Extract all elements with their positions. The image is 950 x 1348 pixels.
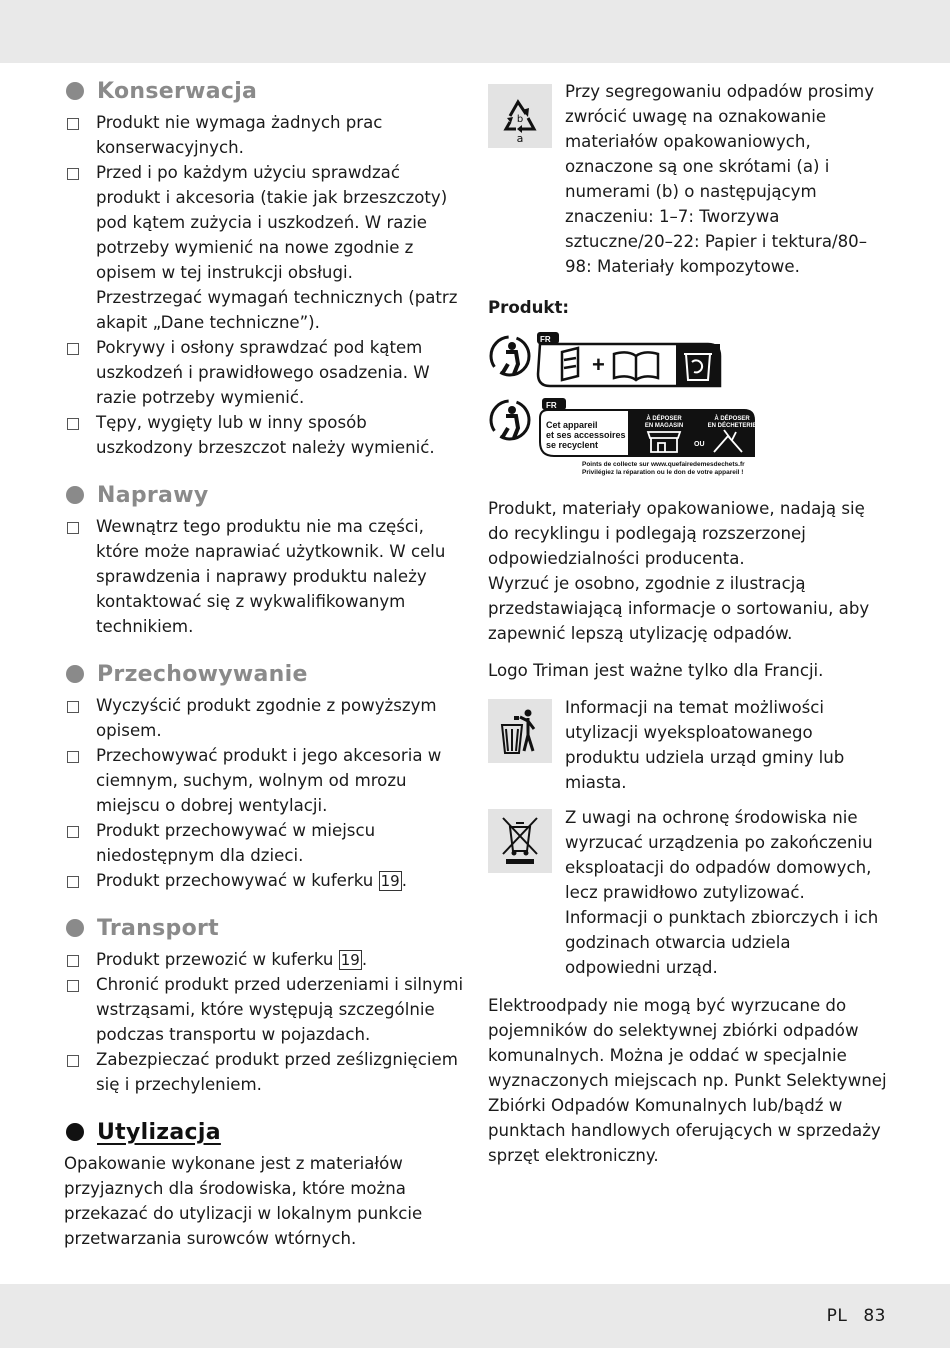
deposit-label: EN DÉCHETERIE	[707, 423, 757, 429]
list-item: Tępy, wygięty lub w inny sposób uszkodzony brzeszczot należy wymienić.	[64, 410, 464, 460]
list-item: Zabezpieczać produkt przed ześlizgnięciem się i przechyleniem.	[64, 1047, 464, 1097]
right-column	[488, 79, 888, 1168]
bin-text: Informacji na temat możliwości utylizacji wyeksploatowanego produktu udziela urząd gminy lub miasta.	[565, 698, 845, 792]
page-footer	[827, 1306, 886, 1326]
part-reference: 19	[340, 951, 360, 969]
section-transport	[64, 913, 464, 1097]
list-item: Pokrywy i osłony sprawdzać pod kątem uszkodzeń i prawidłowego osadzenia. W razie potrzeby wymienić.	[64, 335, 464, 410]
checkbox-square-icon	[67, 876, 79, 888]
page-number: 83	[863, 1306, 886, 1326]
paragraph: Wyrzuć je osobno, zgodnie z ilustracją przedstawiającą informacje o sortowaniu, aby zapewnić lepszą utylizację odpadów.	[488, 574, 870, 643]
header-bar	[0, 0, 950, 63]
paragraph: Logo Triman jest ważne tylko dla Francji.	[488, 661, 824, 680]
paragraph: Produkt, materiały opakowaniowe, nadają się do recyklingu i podlegają rozszerzonej odpowiedzialności producenta.	[488, 499, 865, 568]
deposit-label: À DÉPOSER	[714, 416, 750, 422]
checkbox-square-icon	[67, 1055, 79, 1067]
language-code: PL	[826, 1306, 848, 1326]
footer-bar	[0, 1284, 950, 1348]
paragraph: Elektroodpady nie mogą być wyrzucane do pojemników do selektywnej zbiórki odpadów komunalnych. Można je oddać w specjalnie wyznaczonych miejscach np. Punkt Selektywnej Zbiórki Odpadów Komunalnych lub/bądź w punktach handlowych oferujących w sprzedaży sprzęt elektroniczny.	[488, 996, 887, 1165]
deposit-label: À DÉPOSER	[646, 416, 682, 422]
section-konserwacja	[64, 76, 464, 460]
manual-icon	[614, 352, 658, 380]
checkbox-square-icon	[67, 955, 79, 967]
bullet-dot-icon	[66, 1123, 84, 1141]
section-utylizacja	[64, 1117, 464, 1251]
list-item: Produkt przewozić w kuferku 19 .	[64, 947, 464, 972]
part-reference: 19	[380, 872, 400, 890]
bullet-dot-icon	[66, 665, 84, 683]
section-title: Przechowywanie	[64, 659, 464, 691]
list-item: Wewnątrz tego produktu nie ma części, które może naprawiać użytkownik. W celu sprawdzenia i naprawy produktu należy kontaktować się z wykwalifikowanym technikiem.	[64, 514, 464, 639]
recycle-code-b: b	[516, 114, 524, 125]
or-label: OU	[694, 441, 705, 448]
triman-logo-icon	[491, 401, 529, 439]
bullet-dot-icon	[66, 82, 84, 100]
trash-bin-icon	[488, 699, 552, 763]
section-przechowywanie	[64, 659, 464, 893]
checkbox-square-icon	[67, 701, 79, 713]
checkbox-square-icon	[67, 168, 79, 180]
left-column	[64, 76, 464, 1271]
recycle-info	[488, 79, 888, 279]
section-title: Utylizacja	[64, 1117, 464, 1149]
deposit-label: EN MAGASIN	[644, 423, 684, 429]
triman-footer: Privilégiez la réparation ou le don de votre appareil !	[582, 469, 744, 476]
bullet-dot-icon	[66, 919, 84, 937]
list-item: Produkt nie wymaga żadnych prac konserwacyjnych.	[64, 110, 464, 160]
weee-text: Z uwagi na ochronę środowiska nie wyrzucać urządzenia po zakończeniu eksploatacji do odpadów domowych, lecz prawidłowo zutylizować. Informacji o punktach zbiorczych i ich godzinach otwarcia udziela odpowiedni urząd.	[565, 808, 879, 977]
checkbox-square-icon	[67, 980, 79, 992]
list-item: Przechowywać produkt i jego akcesoria w ciemnym, suchym, wolnym od mrozu miejscu o dobrej wentylacji.	[64, 743, 464, 818]
bullet-dot-icon	[66, 486, 84, 504]
recycle-text: Przy segregowaniu odpadów prosimy zwrócić uwagę na oznakowanie materiałów opakowaniowych, oznaczone są one skrótami (a) i numerami (b) o następującym znaczeniu: 1–7: Tworzywa sztuczne/20–22: Papier i tektura/80–98: Materiały kompozytowe.	[565, 82, 875, 276]
section-title: Naprawy	[64, 480, 464, 512]
list-item: Produkt przechowywać w miejscu niedostępnym dla dzieci.	[64, 818, 464, 868]
fr-label: FR	[540, 335, 551, 344]
checkbox-square-icon	[67, 826, 79, 838]
crossed-bin-weee-icon	[488, 809, 552, 873]
bin-info	[488, 695, 888, 795]
triman-footer: Points de collecte sur www.quefairedemesdechets.fr	[582, 461, 745, 468]
package-icon	[562, 348, 578, 380]
checkbox-square-icon	[67, 522, 79, 534]
produkt-label: Produkt:	[488, 298, 570, 317]
list-item: Chronić produkt przed uderzeniami i silnymi wstrząsami, które występują szczególnie podczas transportu w pojazdach.	[64, 972, 464, 1047]
checkbox-square-icon	[67, 343, 79, 355]
recycle-triangle-icon	[488, 84, 552, 148]
list-item: Produkt przechowywać w kuferku 19 .	[64, 868, 464, 893]
badge-line: Cet appareil	[546, 420, 598, 430]
svg-text:+: +	[592, 352, 605, 377]
list-item: Wyczyścić produkt zgodnie z powyższym opisem.	[64, 693, 464, 743]
list-item: Przed i po każdym użyciu sprawdzać produkt i akcesoria (takie jak brzeszczoty) pod kątem zużycia i uszkodzeń. W razie potrzeby wymienić na nowe zgodnie z opisem w tej instrukcji obsługi. Przestrzegać wymagań technicznych (patrz akapit „Dane techniczne”).	[64, 160, 464, 335]
recycle-code-a: a	[516, 132, 524, 145]
badge-line: et ses accessoires	[546, 430, 626, 440]
triman-graphic	[488, 326, 758, 486]
fr-label: FR	[546, 401, 557, 410]
triman-logo-icon	[491, 337, 529, 375]
section-title: Transport	[64, 913, 464, 945]
section-title: Konserwacja	[64, 76, 464, 108]
section-naprawy	[64, 480, 464, 639]
weee-info	[488, 805, 888, 980]
badge-line: se recyclent	[546, 440, 599, 450]
checkbox-square-icon	[67, 118, 79, 130]
checkbox-square-icon	[67, 751, 79, 763]
checkbox-square-icon	[67, 418, 79, 430]
utylizacja-text: Opakowanie wykonane jest z materiałów przyjaznych dla środowiska, które można przekazać do utylizacji w lokalnym punkcie przetwarzania surowców wtórnych.	[64, 1154, 423, 1248]
